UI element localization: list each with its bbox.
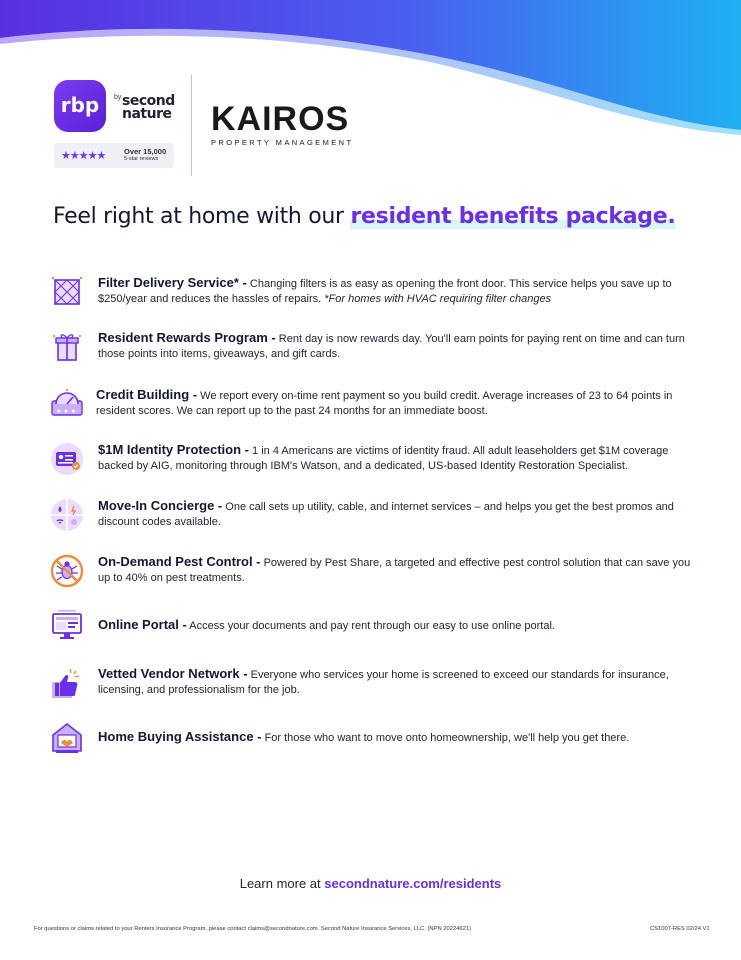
rbp-badge-text: rbp	[60, 93, 100, 117]
by-label: by	[114, 94, 122, 101]
benefit-description: Rent day is now rewards day. You'll earn points for paying rent on time and can turn those points into items, giveaways, and gift cards.	[98, 333, 685, 360]
benefit-title: Filter Delivery Service* -	[98, 275, 247, 290]
credit-gauge-icon	[50, 387, 84, 421]
kairos-logo: KAIROS	[211, 100, 350, 138]
home-buying-icon	[50, 721, 84, 755]
benefit-text	[98, 442, 698, 474]
footer-document-code: CS1007-RES 02/24 V1	[650, 926, 710, 932]
headline-prefix: Feel right at home with our	[53, 204, 351, 229]
benefit-title: On-Demand Pest Control -	[98, 554, 261, 569]
learn-more	[0, 876, 741, 891]
benefit-text	[98, 617, 698, 634]
benefit-text	[98, 498, 698, 530]
learn-more-link[interactable]: secondnature.com/residents	[324, 876, 502, 891]
benefit-text	[96, 387, 696, 419]
headline-highlight: resident benefits package.	[350, 204, 676, 229]
review-count: Over 15,000	[124, 147, 167, 156]
computer-icon	[50, 609, 84, 643]
utilities-icon	[50, 498, 84, 532]
benefit-description: Changing filters is as easy as opening the front door. This service helps you save up to $250/year and reduces the hassles of repairs.	[98, 278, 672, 305]
learn-more-prefix: Learn more at	[239, 876, 325, 891]
benefit-description: 1 in 4 Americans are victims of identity fraud. All adult leaseholders get $1M coverage backed by AIG, monitoring through IBM's Watson, and a dedicated, US-based Identity Restoration Specialist.	[98, 445, 669, 472]
page-headline	[53, 204, 675, 229]
logo-divider	[191, 75, 192, 176]
benefit-text	[98, 666, 698, 698]
no-bug-icon	[50, 554, 84, 588]
review-subtitle: 5-star reviews	[124, 156, 159, 162]
benefit-text	[98, 729, 698, 746]
benefit-text	[98, 330, 698, 362]
star-rating-icon: ★★★★★	[61, 150, 106, 162]
identity-card-icon	[50, 442, 84, 476]
benefit-description: Everyone who services your home is screened to exceed our standards for insurance, licensing, and professionalism for the job.	[98, 669, 669, 696]
benefit-description: For those who want to move onto homeownership, we'll help you get there.	[261, 732, 630, 744]
benefit-text	[98, 554, 698, 586]
benefit-title: Credit Building -	[96, 387, 198, 402]
benefit-title: Online Portal -	[98, 617, 187, 632]
footer-disclaimer: For questions or claims related to your Renters Insurance Program, please contact claims@secondnature.com. Second Nature Insurance Services, LLC. (NPN 20224621)	[34, 926, 471, 932]
rbp-badge	[54, 80, 106, 132]
benefit-title: Vetted Vendor Network -	[98, 666, 248, 681]
benefit-title: Resident Rewards Program -	[98, 330, 276, 345]
kairos-tagline: PROPERTY MANAGEMENT	[211, 138, 354, 147]
benefit-text	[98, 275, 698, 307]
thumbs-up-icon	[50, 666, 84, 700]
benefit-description: One call sets up utility, cable, and internet services – and helps you get the best promos and discount codes available.	[98, 501, 674, 528]
second-nature-wordmark: second nature	[122, 93, 175, 122]
gift-icon	[50, 330, 84, 364]
review-badge	[54, 143, 174, 168]
benefit-title: $1M Identity Protection -	[98, 442, 249, 457]
benefit-note: *For homes with HVAC requiring filter changes	[321, 293, 552, 305]
benefit-title: Home Buying Assistance -	[98, 729, 262, 744]
benefit-description: We report every on-time rent payment so you build credit. Average increases of 23 to 64 points in resident scores. We can report up to the past 24 months for an immediate boost.	[96, 390, 673, 417]
benefit-description: Powered by Pest Share, a targeted and effective pest control solution that can save you up to 40% on pest treatments.	[98, 557, 691, 584]
svg-text:★ ★ ★: ★ ★ ★	[56, 408, 76, 415]
benefit-title: Move-In Concierge -	[98, 498, 223, 513]
benefit-description: Access your documents and pay rent through our easy to use online portal.	[186, 620, 555, 632]
header-wave	[0, 0, 741, 138]
filter-icon	[50, 275, 84, 309]
